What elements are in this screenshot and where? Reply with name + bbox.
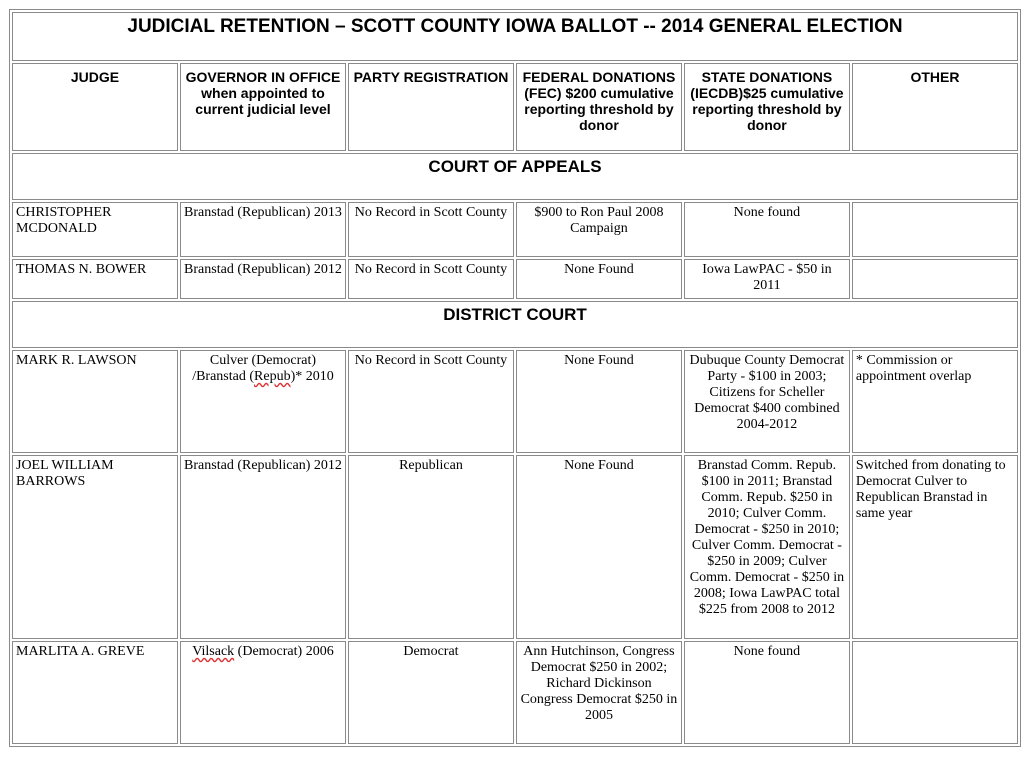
state-donations-cell: None found: [684, 641, 850, 744]
governor-cell: Branstad (Republican) 2012: [180, 259, 346, 299]
judge-cell: MARLITA A. GREVE: [12, 641, 178, 744]
party-cell: No Record in Scott County: [348, 259, 514, 299]
section-row-district-court: [12, 301, 1018, 348]
table-row: [12, 259, 1018, 299]
document-page: [9, 9, 1021, 747]
federal-donations-cell: None Found: [516, 259, 682, 299]
other-cell: [852, 202, 1018, 257]
party-cell: Republican: [348, 455, 514, 639]
state-donations-cell: None found: [684, 202, 850, 257]
governor-cell: Branstad (Republican) 2013: [180, 202, 346, 257]
governor-text: (Democrat) 2006: [234, 644, 334, 659]
spellcheck-word: Vilsack: [192, 644, 235, 659]
header-federal-donations: FEDERAL DONATIONS (FEC) $200 cumulative reporting threshold by donor: [516, 63, 682, 151]
section-row-court-of-appeals: [12, 153, 1018, 200]
governor-cell: [180, 350, 346, 453]
other-cell: Switched from donating to Democrat Culver to Republican Branstad in same year: [852, 455, 1018, 639]
header-party: PARTY REGISTRATION: [348, 63, 514, 151]
federal-donations-cell: $900 to Ron Paul 2008 Campaign: [516, 202, 682, 257]
spellcheck-word: Repub: [254, 369, 291, 384]
federal-donations-cell: None Found: [516, 455, 682, 639]
judge-cell: THOMAS N. BOWER: [12, 259, 178, 299]
party-cell: No Record in Scott County: [348, 350, 514, 453]
retention-table: [9, 9, 1021, 747]
judge-cell: JOEL WILLIAM BARROWS: [12, 455, 178, 639]
table-title: JUDICIAL RETENTION – SCOTT COUNTY IOWA BALLOT -- 2014 GENERAL ELECTION: [12, 12, 1018, 61]
table-row: [12, 350, 1018, 453]
header-governor: GOVERNOR IN OFFICE when appointed to current judicial level: [180, 63, 346, 151]
party-cell: No Record in Scott County: [348, 202, 514, 257]
judge-cell: CHRISTOPHER MCDONALD: [12, 202, 178, 257]
header-state-donations: STATE DONATIONS (IECDB)$25 cumulative reporting threshold by donor: [684, 63, 850, 151]
state-donations-cell: Dubuque County Democrat Party - $100 in 2003; Citizens for Scheller Democrat $400 combined 2004-2012: [684, 350, 850, 453]
judge-cell: MARK R. LAWSON: [12, 350, 178, 453]
table-row: [12, 202, 1018, 257]
governor-text: )* 2010: [290, 369, 334, 384]
other-cell: [852, 641, 1018, 744]
other-cell: * Commission or appointment overlap: [852, 350, 1018, 453]
header-row: [12, 63, 1018, 151]
party-cell: Democrat: [348, 641, 514, 744]
state-donations-cell: Iowa LawPAC - $50 in 2011: [684, 259, 850, 299]
table-row: [12, 641, 1018, 744]
section-title: COURT OF APPEALS: [12, 153, 1018, 200]
table-row: [12, 455, 1018, 639]
federal-donations-cell: None Found: [516, 350, 682, 453]
state-donations-cell: Branstad Comm. Repub. $100 in 2011; Branstad Comm. Repub. $250 in 2010; Culver Comm. Democrat - $250 in 2010; Culver Comm. Democrat - $250 in 2009; Culver Comm. Democrat - $250 in 2008; Iowa LawPAC total $225 from 2008 to 2012: [684, 455, 850, 639]
federal-donations-cell: Ann Hutchinson, Congress Democrat $250 in 2002; Richard Dickinson Congress Democrat $250 in 2005: [516, 641, 682, 744]
governor-text: Culver (Democrat) /Branstad (: [192, 353, 317, 384]
header-judge: JUDGE: [12, 63, 178, 151]
section-title: DISTRICT COURT: [12, 301, 1018, 348]
header-other: OTHER: [852, 63, 1018, 151]
governor-cell: [180, 641, 346, 744]
other-cell: [852, 259, 1018, 299]
title-row: [12, 12, 1018, 61]
governor-cell: Branstad (Republican) 2012: [180, 455, 346, 639]
